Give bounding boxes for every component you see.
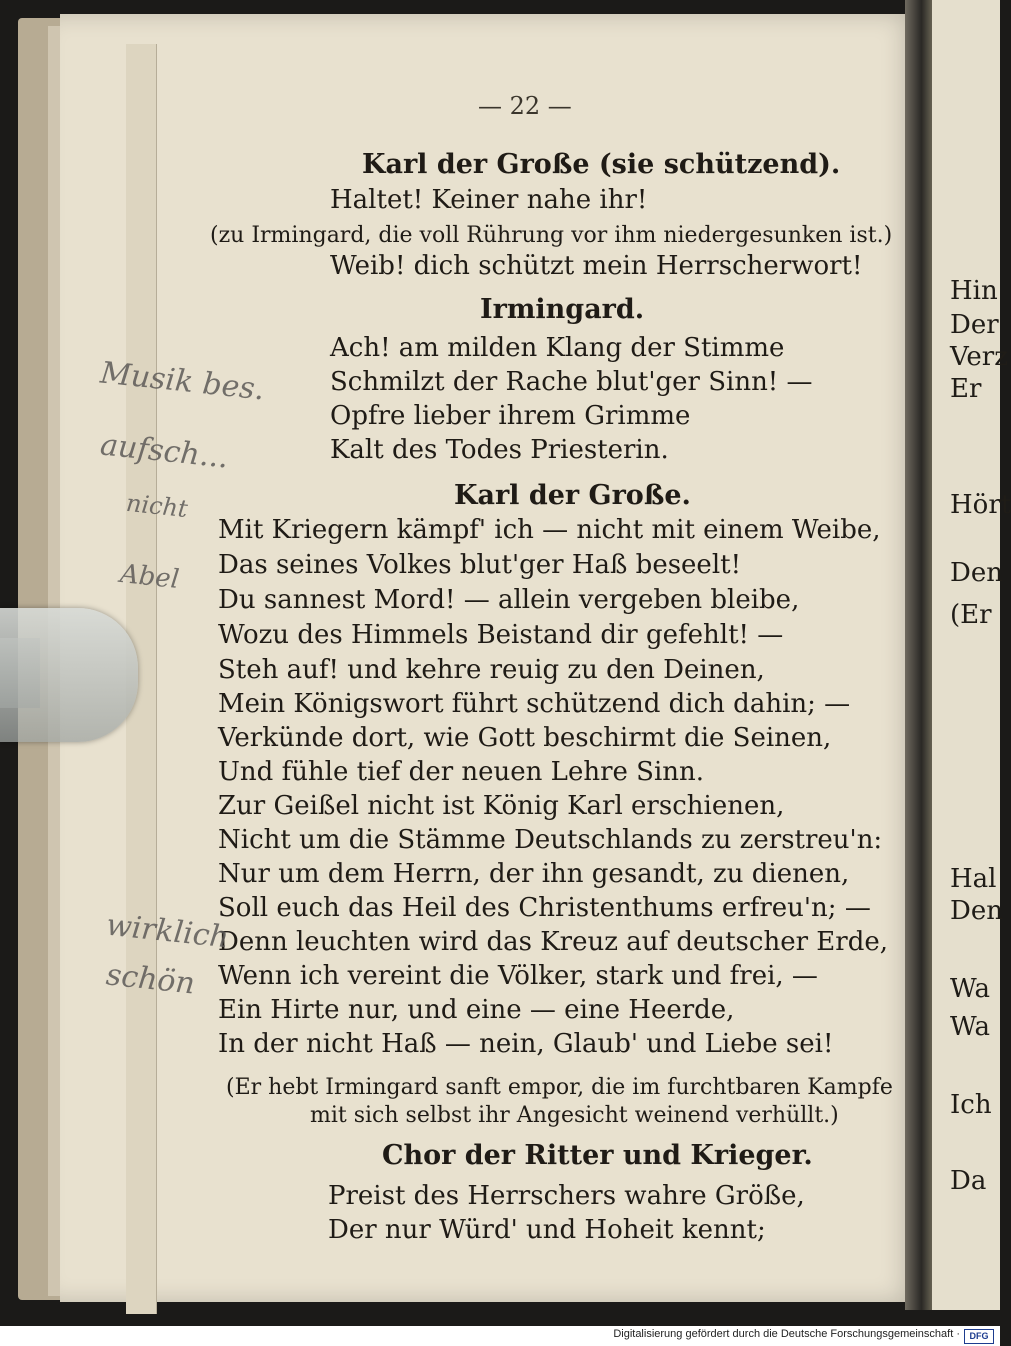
verse-line: Verkünde dort, wie Gott beschirmt die Seinen, [218, 723, 832, 753]
facing-page [932, 0, 1011, 1310]
facing-text-fragment: Wa [950, 974, 990, 1004]
book-page [60, 14, 922, 1302]
footer-bar [0, 1326, 1000, 1346]
verse-line: Kalt des Todes Priesterin. [330, 435, 669, 465]
margin-note: wirklich [104, 907, 231, 956]
facing-text-fragment: Verz [950, 342, 1008, 372]
verse-line: Und fühle tief der neuen Lehre Sinn. [218, 757, 705, 787]
verse-line: Ein Hirte nur, und eine — eine Heerde, [218, 995, 735, 1025]
speaker-heading: Chor der Ritter und Krieger. [382, 1140, 813, 1171]
verse-line: Das seines Volkes blut'ger Haß beseelt! [218, 550, 742, 580]
margin-note: schön [104, 957, 197, 1002]
book-gutter [905, 0, 935, 1310]
verse-line: Ach! am milden Klang der Stimme [330, 333, 785, 363]
facing-text-fragment: Da [950, 1166, 987, 1196]
facing-text-fragment: Er [950, 374, 982, 404]
facing-text-fragment: Wa [950, 1012, 990, 1042]
verse-line: Mein Königswort führt schützend dich dahin; — [218, 689, 851, 719]
verse-line: Du sannest Mord! — allein vergeben bleibe, [218, 585, 800, 615]
verse-line: Preist des Herrschers wahre Größe, [328, 1181, 805, 1211]
facing-text-fragment: Den [950, 558, 1003, 588]
verse-line: Zur Geißel nicht ist König Karl erschienen, [218, 791, 785, 821]
page-number: — 22 — [478, 92, 572, 120]
verse-line: In der nicht Haß — nein, Glaub' und Liebe sei! [218, 1029, 834, 1059]
verse-line: Der nur Würd' und Hoheit kennt; [328, 1215, 766, 1245]
verse-line: Denn leuchten wird das Kreuz auf deutscher Erde, [218, 927, 888, 957]
footer-credit: Digitalisierung gefördert durch die Deutsche Forschungsgemeinschaft · [613, 1328, 960, 1340]
verse-line: Nur um dem Herrn, der ihn gesandt, zu dienen, [218, 859, 850, 889]
stage-direction: (Er hebt Irmingard sanft empor, die im furchtbaren Kampfe [226, 1075, 893, 1100]
facing-text-fragment: Der [950, 310, 999, 340]
margin-note: nicht [124, 488, 189, 524]
verse-line: Wozu des Himmels Beistand dir gefehlt! — [218, 620, 784, 650]
verse-line: Mit Kriegern kämpf' ich — nicht mit einem Weibe, [218, 515, 881, 545]
verse-line: Wenn ich vereint die Völker, stark und frei, — [218, 961, 818, 991]
stage-direction: (zu Irmingard, die voll Rührung vor ihm niedergesunken ist.) [210, 223, 893, 248]
facing-text-fragment: Hin [950, 276, 998, 306]
verse-line: Soll euch das Heil des Christenthums erfreu'n; — [218, 893, 871, 923]
margin-note: Musik bes. [98, 355, 267, 408]
verse-line: Opfre lieber ihrem Grimme [330, 401, 691, 431]
stage-direction: mit sich selbst ihr Angesicht weinend verhüllt.) [310, 1103, 839, 1128]
dfg-logo-icon: DFG [964, 1329, 994, 1344]
margin-note: aufsch... [98, 427, 230, 476]
facing-text-fragment: (Er [950, 600, 992, 630]
verse-line: Schmilzt der Rache blut'ger Sinn! — [330, 367, 813, 397]
speaker-heading: Irmingard. [480, 294, 645, 325]
facing-text-fragment: Den [950, 896, 1003, 926]
verse-line: Nicht um die Stämme Deutschlands zu zerstreu'n: [218, 825, 883, 855]
speaker-heading: Karl der Große (sie schützend). [362, 149, 841, 180]
speaker-heading: Karl der Große. [454, 480, 691, 511]
facing-text-fragment: Hört [950, 490, 1011, 520]
verse-line: Steh auf! und kehre reuig zu den Deinen, [218, 655, 765, 685]
facing-text-fragment: Hal [950, 864, 997, 894]
facing-text-fragment: Ich [950, 1090, 992, 1120]
verse-line: Weib! dich schützt mein Herrscherwort! [330, 251, 863, 281]
verse-line: Haltet! Keiner nahe ihr! [330, 185, 648, 215]
margin-note: Abel [118, 558, 181, 596]
page-clip [0, 608, 138, 742]
